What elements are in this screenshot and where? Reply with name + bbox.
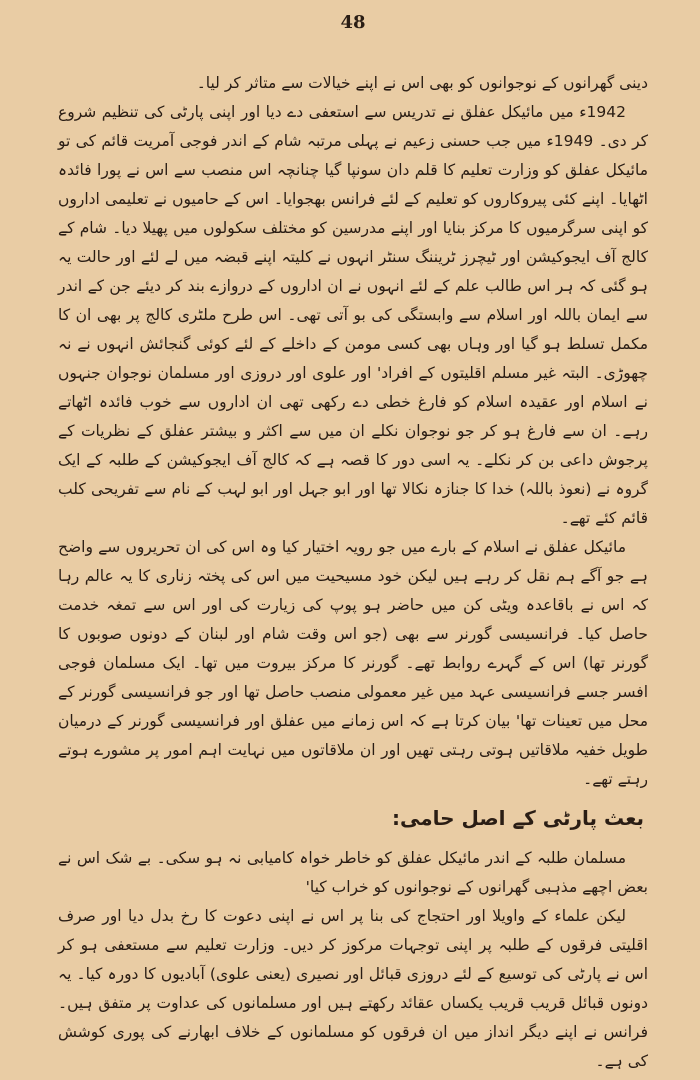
body-text-continued [58, 844, 648, 1076]
paragraph-2: 1942ء میں مائیکل عفلق نے تدریس سے استعفی دے دیا اور اپنی پارٹی کی تنظیم شروع کر دی۔ 1949ء میں جب حسنی زعیم نے پہلی مرتبہ شام کے اندر فوجی آمریت قائم کی تو مائیکل عفلق کو وزارت تعلیم کا قلم دان سونپا گیا چنانچہ اس منصب سے اس نے پورا فائدہ اٹھایا۔ اپنے کئی پیروکاروں کو تعلیم کے لئے فرانس بھجوایا۔ اس کے حامیوں نے تعلیمی اداروں کو اپنی سرگرمیوں کا مرکز بنایا اور اپنے مدرسین کو مختلف سکولوں میں پھیلا دیا۔ شام کے کالج آف ایجوکیشن اور ٹیچرز ٹریننگ سنٹر انہوں نے کلیتہ اپنے قبضہ میں لے لئے اور حالت یہ ہو گئی کہ ہر اس طالب علم کے لئے انہوں نے ان اداروں کے دروازے بند کر دیئے جن کے اندر سے ایمان باللہ اور اسلام سے وابستگی کی بو آتی تھی۔ اس طرح ملٹری کالج پر بھی ان کا مکمل تسلط ہو گیا اور وہاں بھی کسی مومن کے داخلے کے لئے کوئی گنجائش انہوں نے نہ چھوڑی۔ البتہ غیر مسلم اقلیتوں کے افراد' اور علوی اور دروزی اور مسلمان نوجوان جنہوں نے اسلام اور عقیدہ اسلام کو فارغ خطی دے رکھی تھی ان اداروں سے خوب فائدہ اٹھاتے رہے۔ ان سے فارغ ہو کر جو نوجوان نکلے ان میں سے اکثر و بیشتر عفلق کے نظریات کے پرجوش داعی بن کر نکلے۔ یہ اسی دور کا قصہ ہے کہ کالج آف ایجوکیشن کے طلبہ کے ایک گروہ نے (نعوذ باللہ) خدا کا جنازہ نکالا تھا اور ابو جہل اور ابو لہب کے نام سے تفریحی کلب قائم کئے تھے۔ [58, 103, 649, 527]
paragraph-1: دینی گھرانوں کے نوجوانوں کو بھی اس نے اپنے خیالات سے متاثر کر لیا۔ [196, 74, 648, 92]
paragraph-3: مائیکل عفلق نے اسلام کے بارے میں جو رویہ اختیار کیا وہ اس کی ان تحریروں سے واضح ہے جو آگے ہم نقل کر رہے ہیں لیکن خود مسیحیت میں اس کی پختہ زناری کا یہ عالم رہا کہ اس نے باقاعدہ ویٹی کن میں حاضر ہو پوپ کی زیارت کی اور اس سے تمغہ خدمت حاصل کیا۔ فرانسیسی گورنر سے بھی (جو اس وقت شام اور لبنان کے دونوں صوبوں کا گورنر تھا) اس کے گہرے روابط تھے۔ گورنر کا مرکز بیروت میں تھا۔ ایک مسلمان فوجی افسر جسے فرانسیسی عہد میں غیر معمولی منصب حاصل تھا اور جو فرانسیسی گورنر کے محل میں تعینات تھا' بیان کرتا ہے کہ اس زمانے میں عفلق اور فرانسیسی گورنر کے درمیان طویل خفیہ ملاقاتیں ہوتی رہتی تھیں اور ان ملاقاتوں میں نہایت اہم امور پر مشورے ہوتے رہتے تھے۔ [58, 538, 648, 788]
page-number: 48 [340, 12, 366, 33]
paragraph-4: مسلمان طلبہ کے اندر مائیکل عفلق کو خاطر خواہ کامیابی نہ ہو سکی۔ بے شک اس نے بعض اچھے مذہبی گھرانوں کے نوجوانوں کو خراب کیا' [58, 849, 648, 896]
section-heading: بعث پارٹی کے اصل حامی: [391, 806, 644, 830]
body-text [58, 69, 648, 794]
paragraph-5: لیکن علماء کے واویلا اور احتجاج کی بنا پر اس نے اپنی دعوت کا رخ بدل دیا اور صرف اقلیتی فرقوں کے طلبہ پر اپنی توجہات مرکوز کر دیں۔ وزارت تعلیم سے مستعفی ہو کر اس نے پارٹی کی توسیع کے لئے دروزی قبائل اور نصیری (یعنی علوی) آبادیوں کا دورہ کیا۔ یہ دونوں قبائل قریب قریب یکساں عقائد رکھتے ہیں اور مسلمانوں کی عداوت پر متفق ہیں۔ فرانس نے اپنے دیگر انداز میں ان فرقوں کو مسلمانوں کے خلاف ابھارنے کی پوری کوشش کی ہے۔ [58, 907, 648, 1070]
